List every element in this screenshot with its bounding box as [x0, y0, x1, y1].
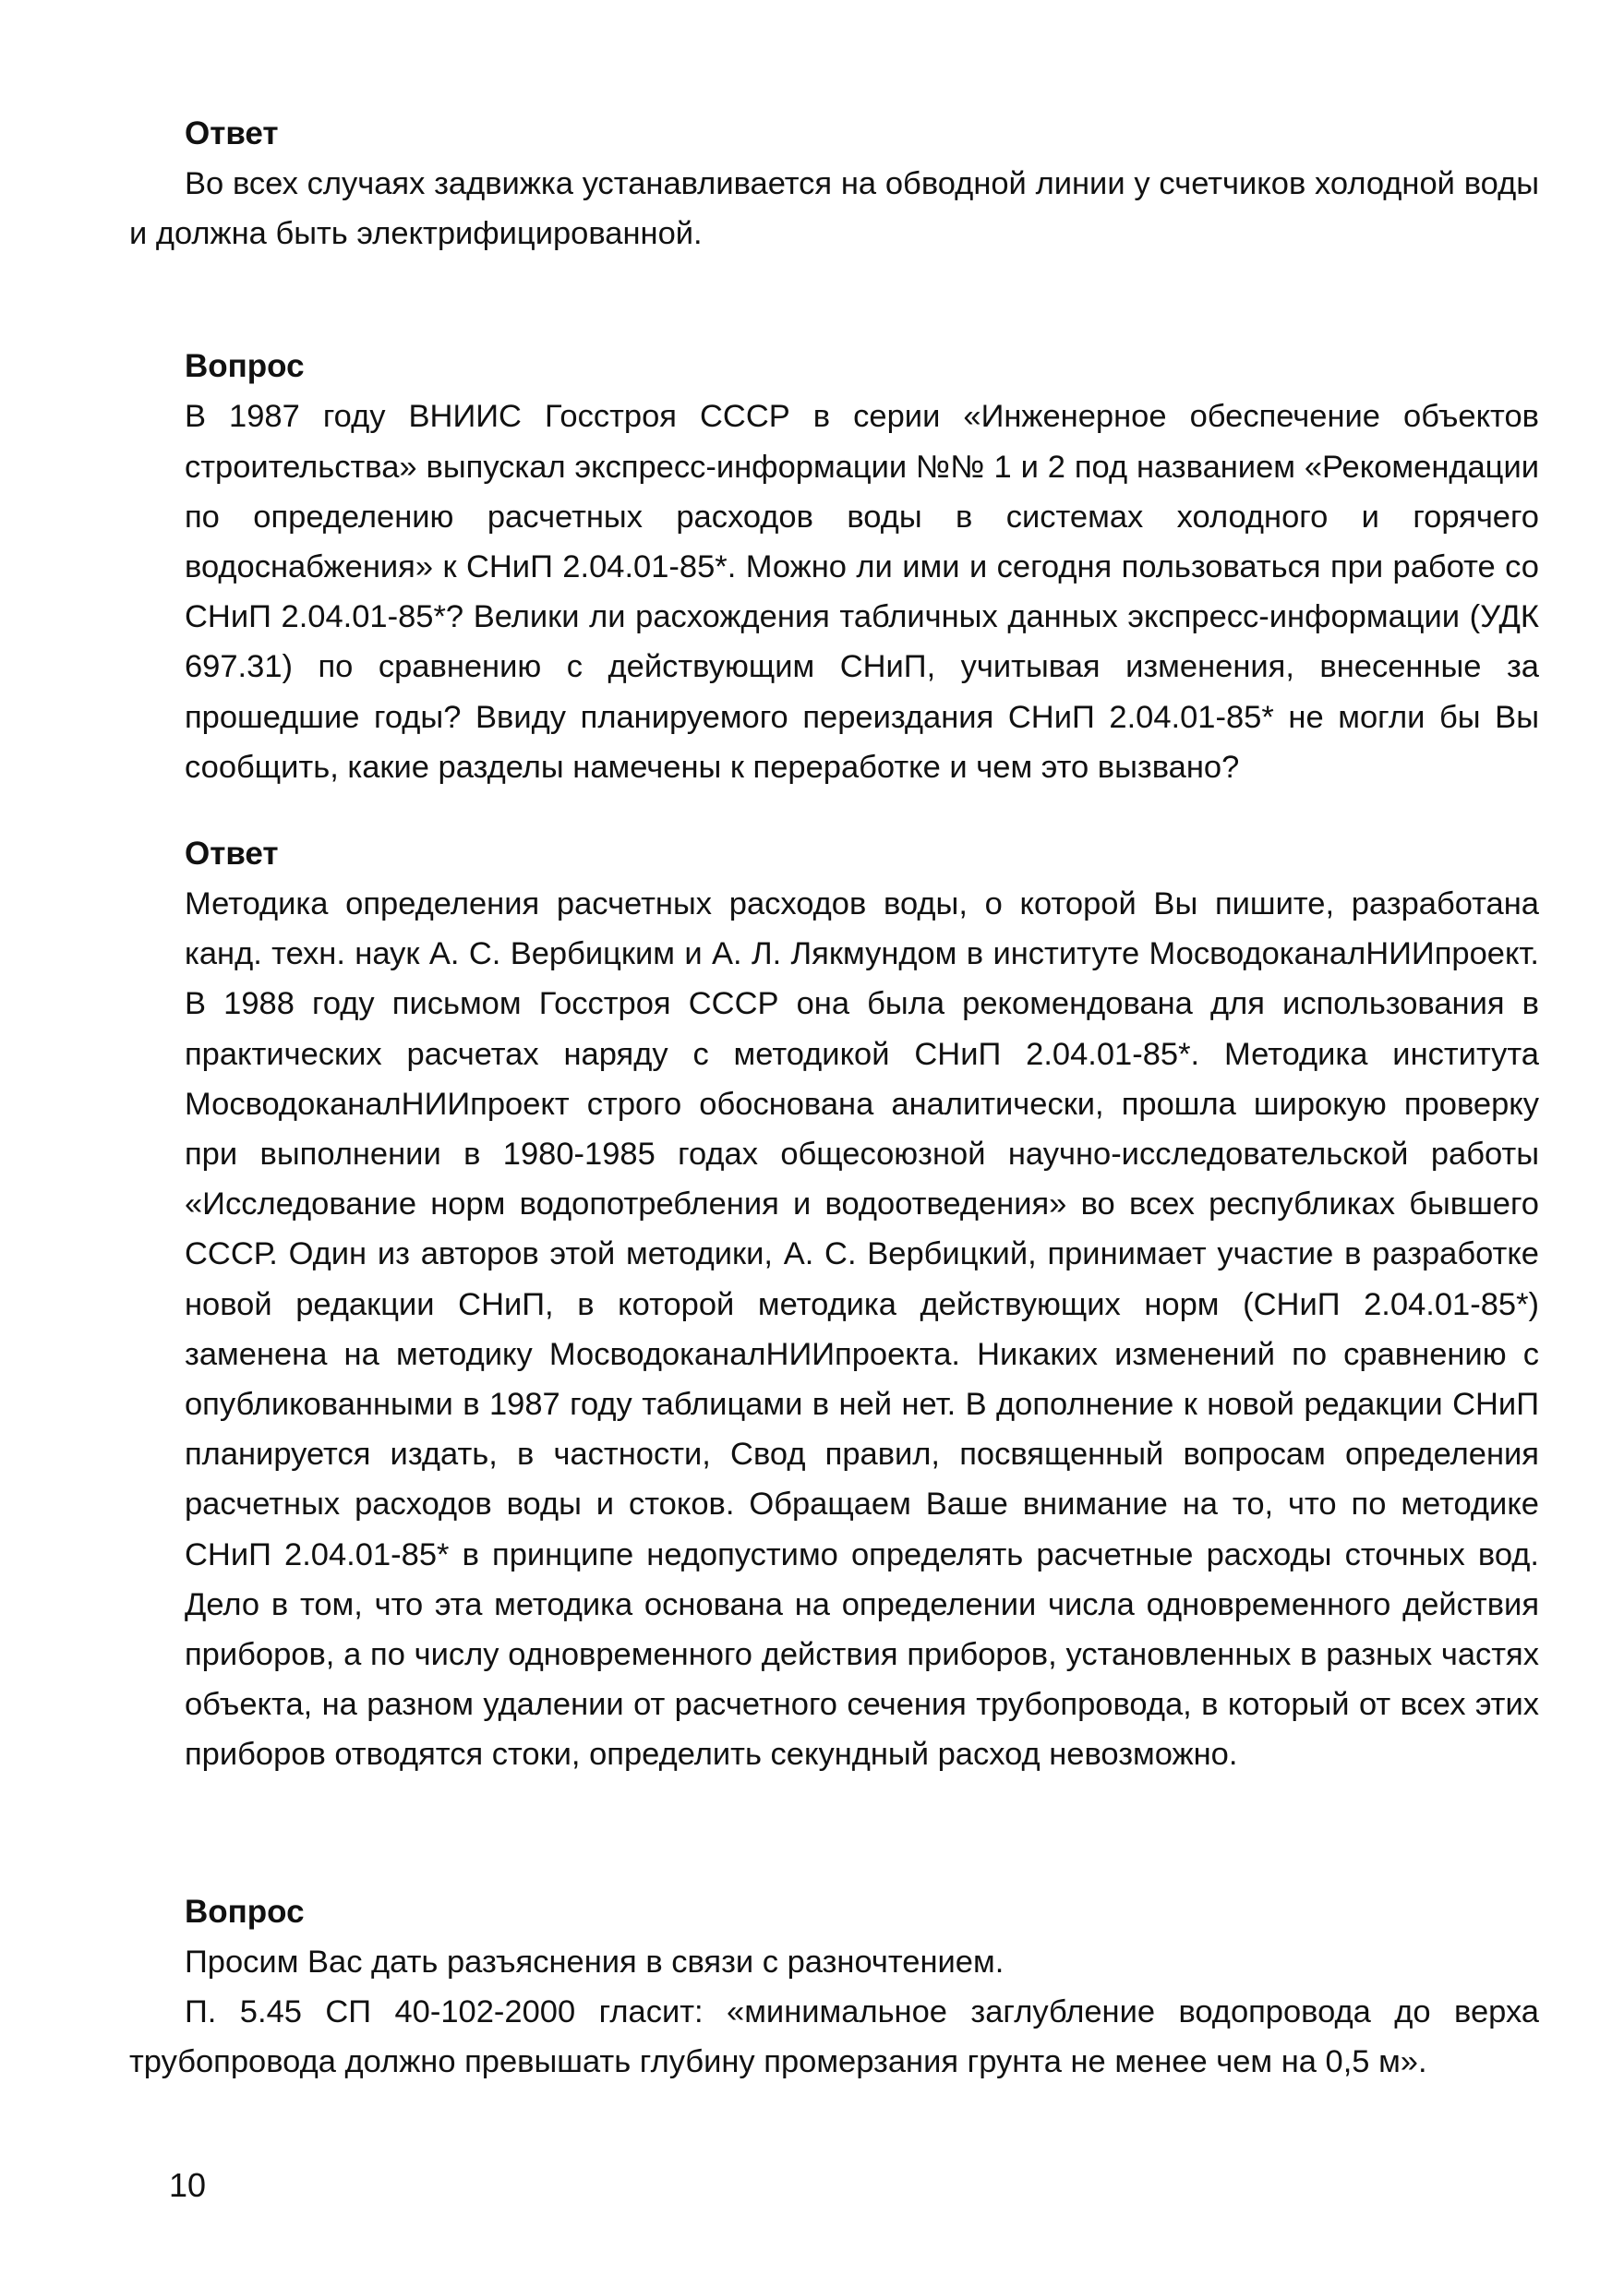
- answer-2-paragraph-1: Методика определения расчетных расходов воды, о которой Вы пишите, разработана канд. техн. наук А. С. Вербицким и А. Л. Лякмундом в институте МосводоканалНИИпроект. В 1988 году письмом Госстроя СССР она была рекомендована для использования в практических расчетах наряду с методикой СНиП 2.04.01-85*. Методика института МосводоканалНИИпроект строго обоснована аналитически, прошла широкую проверку при выполнении в 1980-1985 годах общесоюзной научно-исследовательской работы «Исследование норм водопотребления и водоотведения» во всех республиках бывшего СССР. Один из авторов этой методики, А. С. Вербицкий, принимает участие в разработке новой редакции СНиП, в которой методика действующих норм (СНиП 2.04.01-85*) заменена на методику МосводоканалНИИпроекта. Никаких изменений по сравнению с опубликованными в 1987 году таблицами в ней нет. В дополнение к новой редакции СНиП планируется издать, в частности, Свод правил, посвященный вопросам определения расчетных расходов воды и стоков. Обращаем Ваше внимание на то, что по методике СНиП 2.04.01-85* в принципе недопустимо определять расчетные расходы сточных вод. Дело в том, что эта методика основана на определении числа одновременного действия приборов, а по числу одновременного действия приборов, установленных в разных частях объекта, на разном удалении от расчетного сечения трубопровода, в который от всех этих приборов отводятся стоки, определить секундный расход невозможно.: [185, 886, 1539, 1773]
- question-2-paragraph-1: Просим Вас дать разъяснения в связи с разночтением.: [185, 1944, 1004, 1980]
- question-heading-1: Вопрос: [185, 348, 305, 385]
- question-heading-2: Вопрос: [185, 1893, 305, 1930]
- question-section-2: [129, 1887, 1539, 2088]
- answer-heading-1: Ответ: [185, 115, 279, 151]
- answer-heading-2: Ответ: [185, 836, 279, 873]
- answer-1-paragraph-1: Во всех случаях задвижка устанавливается на обводной линии у счетчиков холодной воды и должна быть электрифицированной.: [129, 166, 1539, 252]
- spacer: [185, 792, 1539, 829]
- question-1-paragraph-1: В 1987 году ВНИИС Госстроя СССР в серии «Инженерное обеспечение объектов строительства» выпускал экспресс-информации №№ 1 и 2 под названием «Рекомендации по определению расчетных расходов воды в системах холодного и горячего водоснабжения» к СНиП 2.04.01-85*. Можно ли ими и сегодня пользоваться при работе со СНиП 2.04.01-85*? Велики ли расхождения табличных данных экспресс-информации (УДК 697.31) по сравнению с действующим СНиП, учитывая изменения, внесенные за прошедшие годы? Ввиду планируемого переиздания СНиП 2.04.01-85* не могли бы Вы сообщить, какие разделы намечены к переработке и чем это вызвано?: [185, 399, 1539, 785]
- question-section-1: [185, 342, 1539, 792]
- spacer: [185, 259, 1539, 342]
- question-2-paragraph-2: П. 5.45 СП 40-102-2000 гласит: «минимальное заглубление водопровода до верха трубопровода должно превышать глубину промерзания грунта не менее чем на 0,5 м».: [129, 1993, 1539, 2080]
- spacer: [185, 1780, 1539, 1887]
- answer-section-2: [185, 829, 1539, 1780]
- page-number: 10: [169, 2166, 207, 2204]
- answer-section-1: [129, 109, 1539, 259]
